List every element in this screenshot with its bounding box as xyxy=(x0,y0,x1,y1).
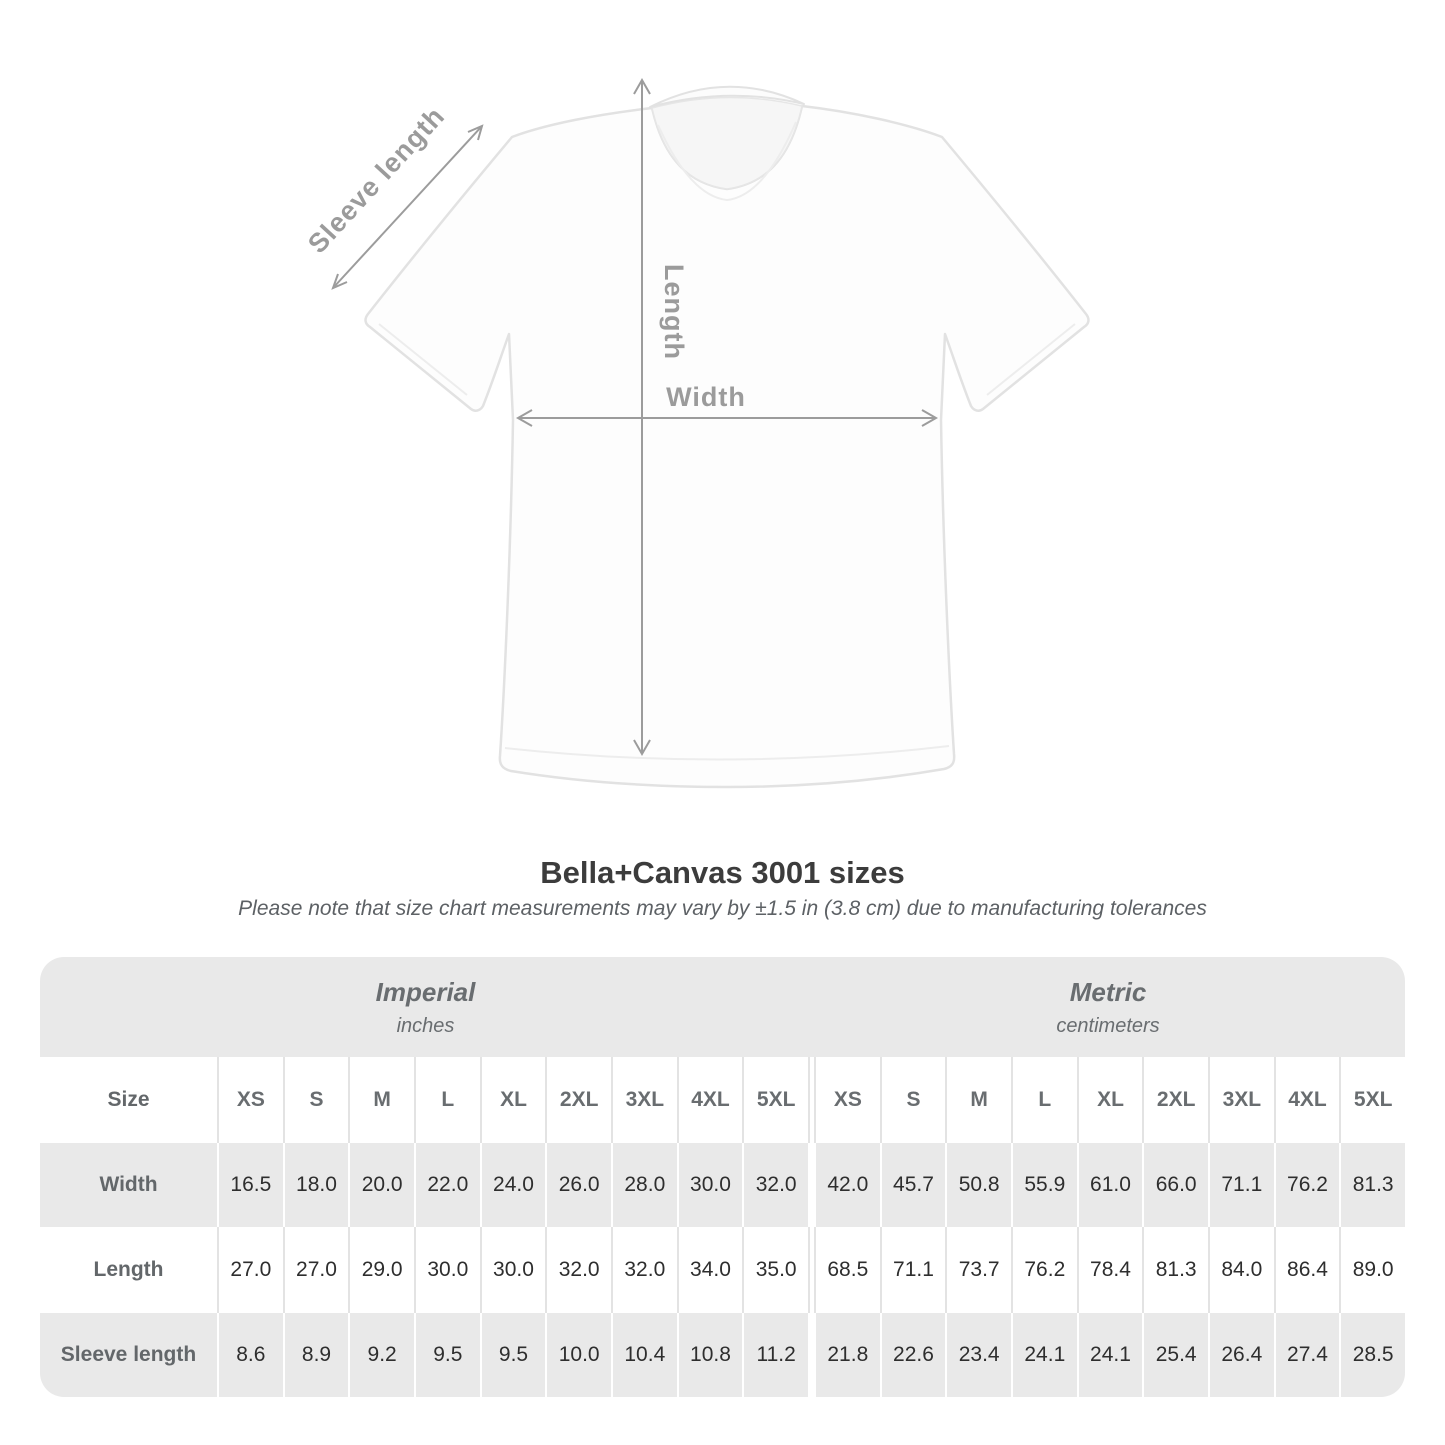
sleeve-length-row xyxy=(40,1313,1405,1397)
measurement-cell: 23.4 xyxy=(945,1313,1011,1397)
row-label: Sleeve length xyxy=(60,1343,197,1366)
sleeve-length-label: Sleeve length xyxy=(302,100,451,260)
size-col-header: XL xyxy=(480,1057,546,1143)
measurement-cell: 32.0 xyxy=(742,1143,808,1227)
size-col-header: 3XL xyxy=(611,1057,677,1143)
measurement-cell: 76.2 xyxy=(1274,1143,1340,1227)
measurement-cell: 21.8 xyxy=(814,1313,880,1397)
size-col-header: S xyxy=(283,1057,349,1143)
size-col-header: L xyxy=(1011,1057,1077,1143)
measurement-cell: 45.7 xyxy=(880,1143,946,1227)
measurement-cell: 10.8 xyxy=(677,1313,743,1397)
measurement-cell: 71.1 xyxy=(880,1227,946,1313)
measurement-cell: 26.0 xyxy=(545,1143,611,1227)
size-col-header: L xyxy=(414,1057,480,1143)
row-label: Length xyxy=(93,1258,164,1281)
measurement-cell: 18.0 xyxy=(283,1143,349,1227)
measurement-cell: 81.3 xyxy=(1142,1227,1208,1313)
measurement-cell: 89.0 xyxy=(1339,1227,1405,1313)
measurement-cell: 42.0 xyxy=(814,1143,880,1227)
size-col-header: 5XL xyxy=(1339,1057,1405,1143)
size-col-header: M xyxy=(945,1057,1011,1143)
size-col-header: 2XL xyxy=(1142,1057,1208,1143)
measurement-cell: 30.0 xyxy=(480,1227,546,1313)
width-row xyxy=(40,1143,1405,1227)
measurement-cell: 20.0 xyxy=(348,1143,414,1227)
measurement-cell: 11.2 xyxy=(742,1313,808,1397)
measurement-cell: 25.4 xyxy=(1142,1313,1208,1397)
measurement-cell: 66.0 xyxy=(1142,1143,1208,1227)
measurement-cell: 8.9 xyxy=(283,1313,349,1397)
page-title: Bella+Canvas 3001 sizes xyxy=(540,855,905,890)
measurement-cell: 81.3 xyxy=(1339,1143,1405,1227)
measurement-cell: 10.0 xyxy=(545,1313,611,1397)
measurement-cell: 27.0 xyxy=(217,1227,283,1313)
row-label: Width xyxy=(99,1173,158,1196)
measurement-cell: 22.0 xyxy=(414,1143,480,1227)
size-col-header: XL xyxy=(1077,1057,1143,1143)
unit-group-header-row xyxy=(40,957,1405,1057)
measurement-cell: 24.0 xyxy=(480,1143,546,1227)
measurement-cell: 76.2 xyxy=(1011,1227,1077,1313)
measurement-cell: 30.0 xyxy=(414,1227,480,1313)
measurement-cell: 27.0 xyxy=(283,1227,349,1313)
measurement-cell: 22.6 xyxy=(880,1313,946,1397)
measurement-cell: 35.0 xyxy=(742,1227,808,1313)
measurement-cell: 28.5 xyxy=(1339,1313,1405,1397)
size-row-label: Size xyxy=(107,1088,150,1111)
measurement-cell: 30.0 xyxy=(677,1143,743,1227)
measurement-cell: 73.7 xyxy=(945,1227,1011,1313)
measurement-cell: 32.0 xyxy=(611,1227,677,1313)
length-row xyxy=(40,1227,1405,1313)
size-col-header: S xyxy=(880,1057,946,1143)
imperial-group-header xyxy=(40,957,811,1057)
size-col-header: 3XL xyxy=(1208,1057,1274,1143)
size-col-header: 4XL xyxy=(1274,1057,1340,1143)
tshirt-graphic xyxy=(366,87,1089,787)
measurement-cell: 8.6 xyxy=(217,1313,283,1397)
size-col-header: XS xyxy=(217,1057,283,1143)
imperial-unit-label: inches xyxy=(396,1014,455,1037)
measurement-cell: 10.4 xyxy=(611,1313,677,1397)
measurement-cell: 27.4 xyxy=(1274,1313,1340,1397)
measurement-cell: 61.0 xyxy=(1077,1143,1143,1227)
size-col-header: XS xyxy=(814,1057,880,1143)
size-col-header: 4XL xyxy=(677,1057,743,1143)
measurement-cell: 28.0 xyxy=(611,1143,677,1227)
measurement-cell: 84.0 xyxy=(1208,1227,1274,1313)
metric-group-title: Metric xyxy=(1069,976,1147,1007)
measurement-cell: 24.1 xyxy=(1077,1313,1143,1397)
measurement-cell: 32.0 xyxy=(545,1227,611,1313)
measurement-cell: 50.8 xyxy=(945,1143,1011,1227)
measurement-cell: 55.9 xyxy=(1011,1143,1077,1227)
measurement-cell: 78.4 xyxy=(1077,1227,1143,1313)
width-label: Width xyxy=(666,382,746,412)
measurement-cell: 9.2 xyxy=(348,1313,414,1397)
imperial-group-title: Imperial xyxy=(375,976,476,1007)
measurement-cell: 29.0 xyxy=(348,1227,414,1313)
measurement-cell: 86.4 xyxy=(1274,1227,1340,1313)
size-col-header: 2XL xyxy=(545,1057,611,1143)
measurement-cell: 24.1 xyxy=(1011,1313,1077,1397)
measurement-cell: 34.0 xyxy=(677,1227,743,1313)
measurement-cell: 26.4 xyxy=(1208,1313,1274,1397)
size-col-header: M xyxy=(348,1057,414,1143)
measurement-cell: 68.5 xyxy=(814,1227,880,1313)
measurement-cell: 9.5 xyxy=(480,1313,546,1397)
tolerance-note: Please note that size chart measurements may vary by ±1.5 in (3.8 cm) due to manufacturing tolerances xyxy=(238,897,1207,920)
metric-unit-label: centimeters xyxy=(1056,1014,1160,1037)
length-label: Length xyxy=(659,264,689,360)
size-header-row xyxy=(40,1057,1405,1143)
measurement-cell: 9.5 xyxy=(414,1313,480,1397)
measurement-cell: 16.5 xyxy=(217,1143,283,1227)
measurement-cell: 71.1 xyxy=(1208,1143,1274,1227)
metric-group-header xyxy=(811,957,1405,1057)
size-chart-table xyxy=(40,957,1405,1397)
size-col-header: 5XL xyxy=(742,1057,808,1143)
